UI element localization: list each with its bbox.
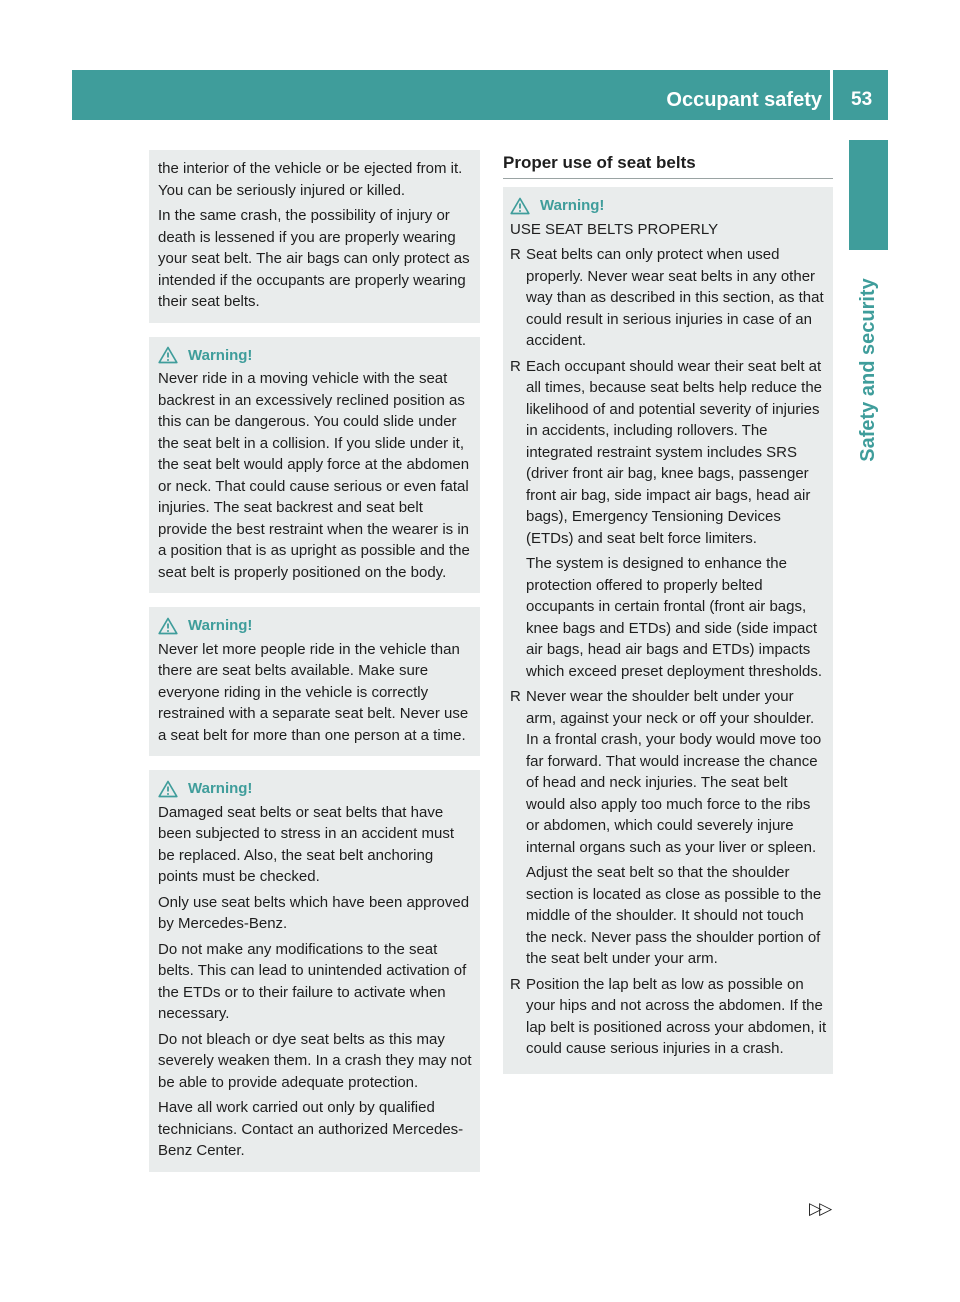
right-column [503,150,833,1074]
side-section-label: Safety and security [857,278,879,462]
warning-triangle-icon [158,346,178,364]
page-title: Occupant safety [666,89,822,111]
bullet-text: The system is designed to enhance the protection offered to properly belted occupants in certain frontal (front air bags, knee bags and ETDs) and side (side impact air bags, head air bags and ETDs) impacts which exceed preset deployment thresholds. [526,555,823,680]
warning-box-proper-use [503,187,833,1074]
warning-text: Only use seat belts which have been approved by Mercedes-Benz. [158,893,470,932]
page-number: 53 [851,89,873,110]
warning-heading [158,615,472,637]
warning-triangle-icon [158,780,178,798]
warning-text: Do not bleach or dye seat belts as this may severely weaken them. In a crash they may not be able to provide adequate protection. [158,1030,472,1091]
bullet-text: Never wear the shoulder belt under your arm, against your neck or off your shoulder. In a frontal crash, your body would move too far forward. That would increase the chance of head and neck injuries. The seat belt would also apply too much force to the ribs or abdomen, which could severely injure internal organs such as your liver or spleen. [526,688,822,856]
warning-heading [510,195,827,217]
warning-title: Warning! [188,346,253,364]
warning-box-recline [149,337,480,594]
bullet-item [510,356,827,683]
bullet-marker: R [510,688,521,705]
bullet-text: Position the lap belt as low as possible on your hips and not across the abdomen. If the lap belt is positioned across your abdomen, it could cause serious injuries in a crash. [526,975,827,1057]
warning-text: Do not make any modifications to the seat belts. This can lead to unintended activation of the ETDs or to their failure to activate when necessary. [158,940,467,1022]
intro-paragraph: the interior of the vehicle or be ejected from it. You can be seriously injured or killed. [158,160,463,199]
warning-heading [158,778,472,800]
bullet-marker: R [510,357,521,375]
warning-title: Warning! [188,780,253,797]
warning-box-occupants [149,607,480,756]
continue-arrows-icon: ▷▷ [809,1199,830,1218]
warning-text: Have all work carried out only by qualified technicians. Contact an authorized Mercedes-Benz Center. [158,1099,464,1159]
warning-triangle-icon [158,617,178,635]
bullet-item [510,974,827,1060]
intro-paragraph: In the same crash, the possibility of injury or death is lessened if you are properly wearing your seat belt. The air bags can only protect as intended if the occupants are properly wearing their seat belts. [158,207,470,310]
bullet-text: Seat belts can only protect when used properly. Never wear seat belts in any other way than as described in this section, as that could result in serious injuries in case of an accident. [526,246,824,349]
warning-box-damaged-belts [149,770,480,1172]
intro-box [149,150,480,323]
bullet-marker: R [510,246,521,263]
section-title: Proper use of seat belts [503,150,833,179]
warning-heading [158,345,472,367]
bullet-item [510,244,827,352]
warning-text: Damaged seat belts or seat belts that have been subjected to stress in an accident must be replaced. Also, the seat belt anchoring points must be checked. [158,803,455,885]
bullet-text: Each occupant should wear their seat belt at all times, because seat belts help reduce the likelihood of and potential severity of injuries in accidents, including rollovers. The integrated restraint system includes SRS (driver front air bag, knee bags, passenger front air bag, side impact air bags, head air bags), Emergency Tensioning Devices (ETDs) and seat belt force limiters. [526,357,823,547]
warning-subtitle: USE SEAT BELTS PROPERLY [510,220,719,238]
header-divider [830,70,833,120]
warning-text: Never ride in a moving vehicle with the seat backrest in an excessively reclined position as this can be dangerous. You could slide under the seat belt in a collision. If you slide under it, the seat belt would apply force at the abdomen or neck. That could cause serious or even fatal injuries. The seat backrest and seat belt provide the best restraint when the wearer is in a position that is as upright as possible and the seat belt is properly positioned on the body. [158,370,470,581]
warning-text: Never let more people ride in the vehicle than there are seat belts available. Make sure everyone riding in the vehicle is correctly restrained with a separate seat belt. Never use a seat belt for more than one person at a time. [158,640,469,744]
bullet-text: Adjust the seat belt so that the shoulder section is located as close as possible to the middle of the shoulder. It should not touch the neck. Never pass the shoulder portion of the seat belt under your arm. [526,864,822,967]
warning-title: Warning! [540,197,605,214]
left-column [149,150,480,1172]
warning-triangle-icon [510,197,530,215]
bullet-marker: R [510,975,521,993]
side-tab-block [849,140,888,250]
bullet-item [510,686,827,970]
warning-title: Warning! [188,617,253,634]
